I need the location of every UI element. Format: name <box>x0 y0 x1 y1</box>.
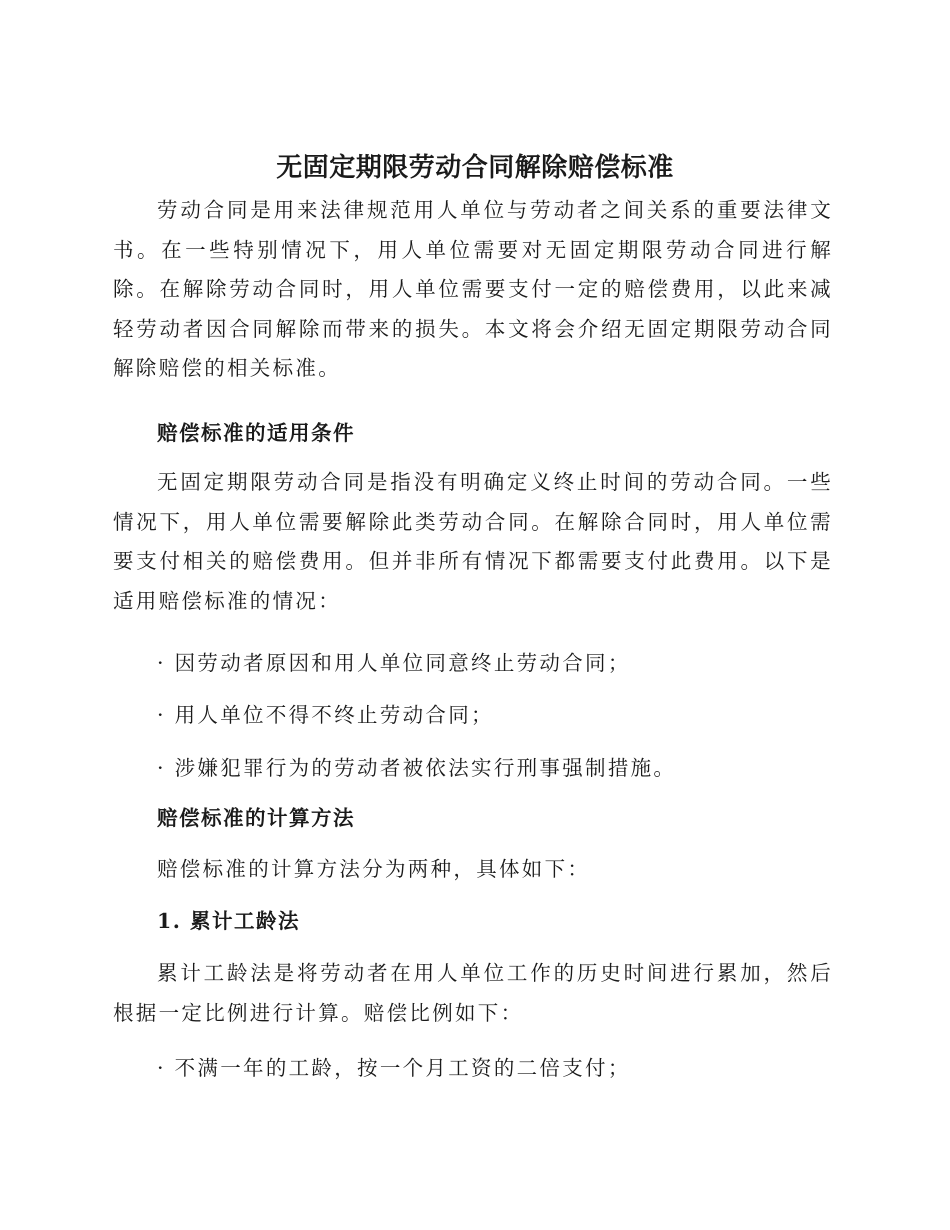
list-item: · 用人单位不得不终止劳动合同； <box>157 703 494 727</box>
cumulative-seniority-paragraph: 累计工龄法是将劳动者在用人单位工作的历史时间进行累加，然后根据一定比例进行计算。赔偿比例如下： <box>113 961 833 1025</box>
list-item: · 不满一年的工龄，按一个月工资的二倍支付； <box>157 1056 631 1080</box>
section-heading-applicable-conditions: 赔偿标准的适用条件 <box>157 421 355 445</box>
list-item: · 涉嫌犯罪行为的劳动者被依法实行刑事强制措施。 <box>157 756 677 780</box>
intro-paragraph: 劳动合同是用来法律规范用人单位与劳动者之间关系的重要法律文书。在一些特别情况下，用人单位需要对无固定期限劳动合同进行解除。在解除劳动合同时，用人单位需要支付一定的赔偿费用，以此来减轻劳动者因合同解除而带来的损失。本文将会介绍无固定期限劳动合同解除赔偿的相关标准。 <box>113 198 833 380</box>
document-title: 无固定期限劳动合同解除赔偿标准 <box>276 153 674 183</box>
applicable-conditions-paragraph: 无固定期限劳动合同是指没有明确定义终止时间的劳动合同。一些情况下，用人单位需要解除此类劳动合同。在解除合同时，用人单位需要支付相关的赔偿费用。但并非所有情况下都需要支付此费用。以下是适用赔偿标准的情况： <box>113 470 833 613</box>
section-heading-calculation-method: 赔偿标准的计算方法 <box>157 806 355 830</box>
calculation-method-paragraph: 赔偿标准的计算方法分为两种，具体如下： <box>157 857 591 881</box>
list-item: · 因劳动者原因和用人单位同意终止劳动合同； <box>157 651 631 675</box>
subsection-heading-cumulative-seniority: 1. 累计工龄法 <box>157 909 301 933</box>
